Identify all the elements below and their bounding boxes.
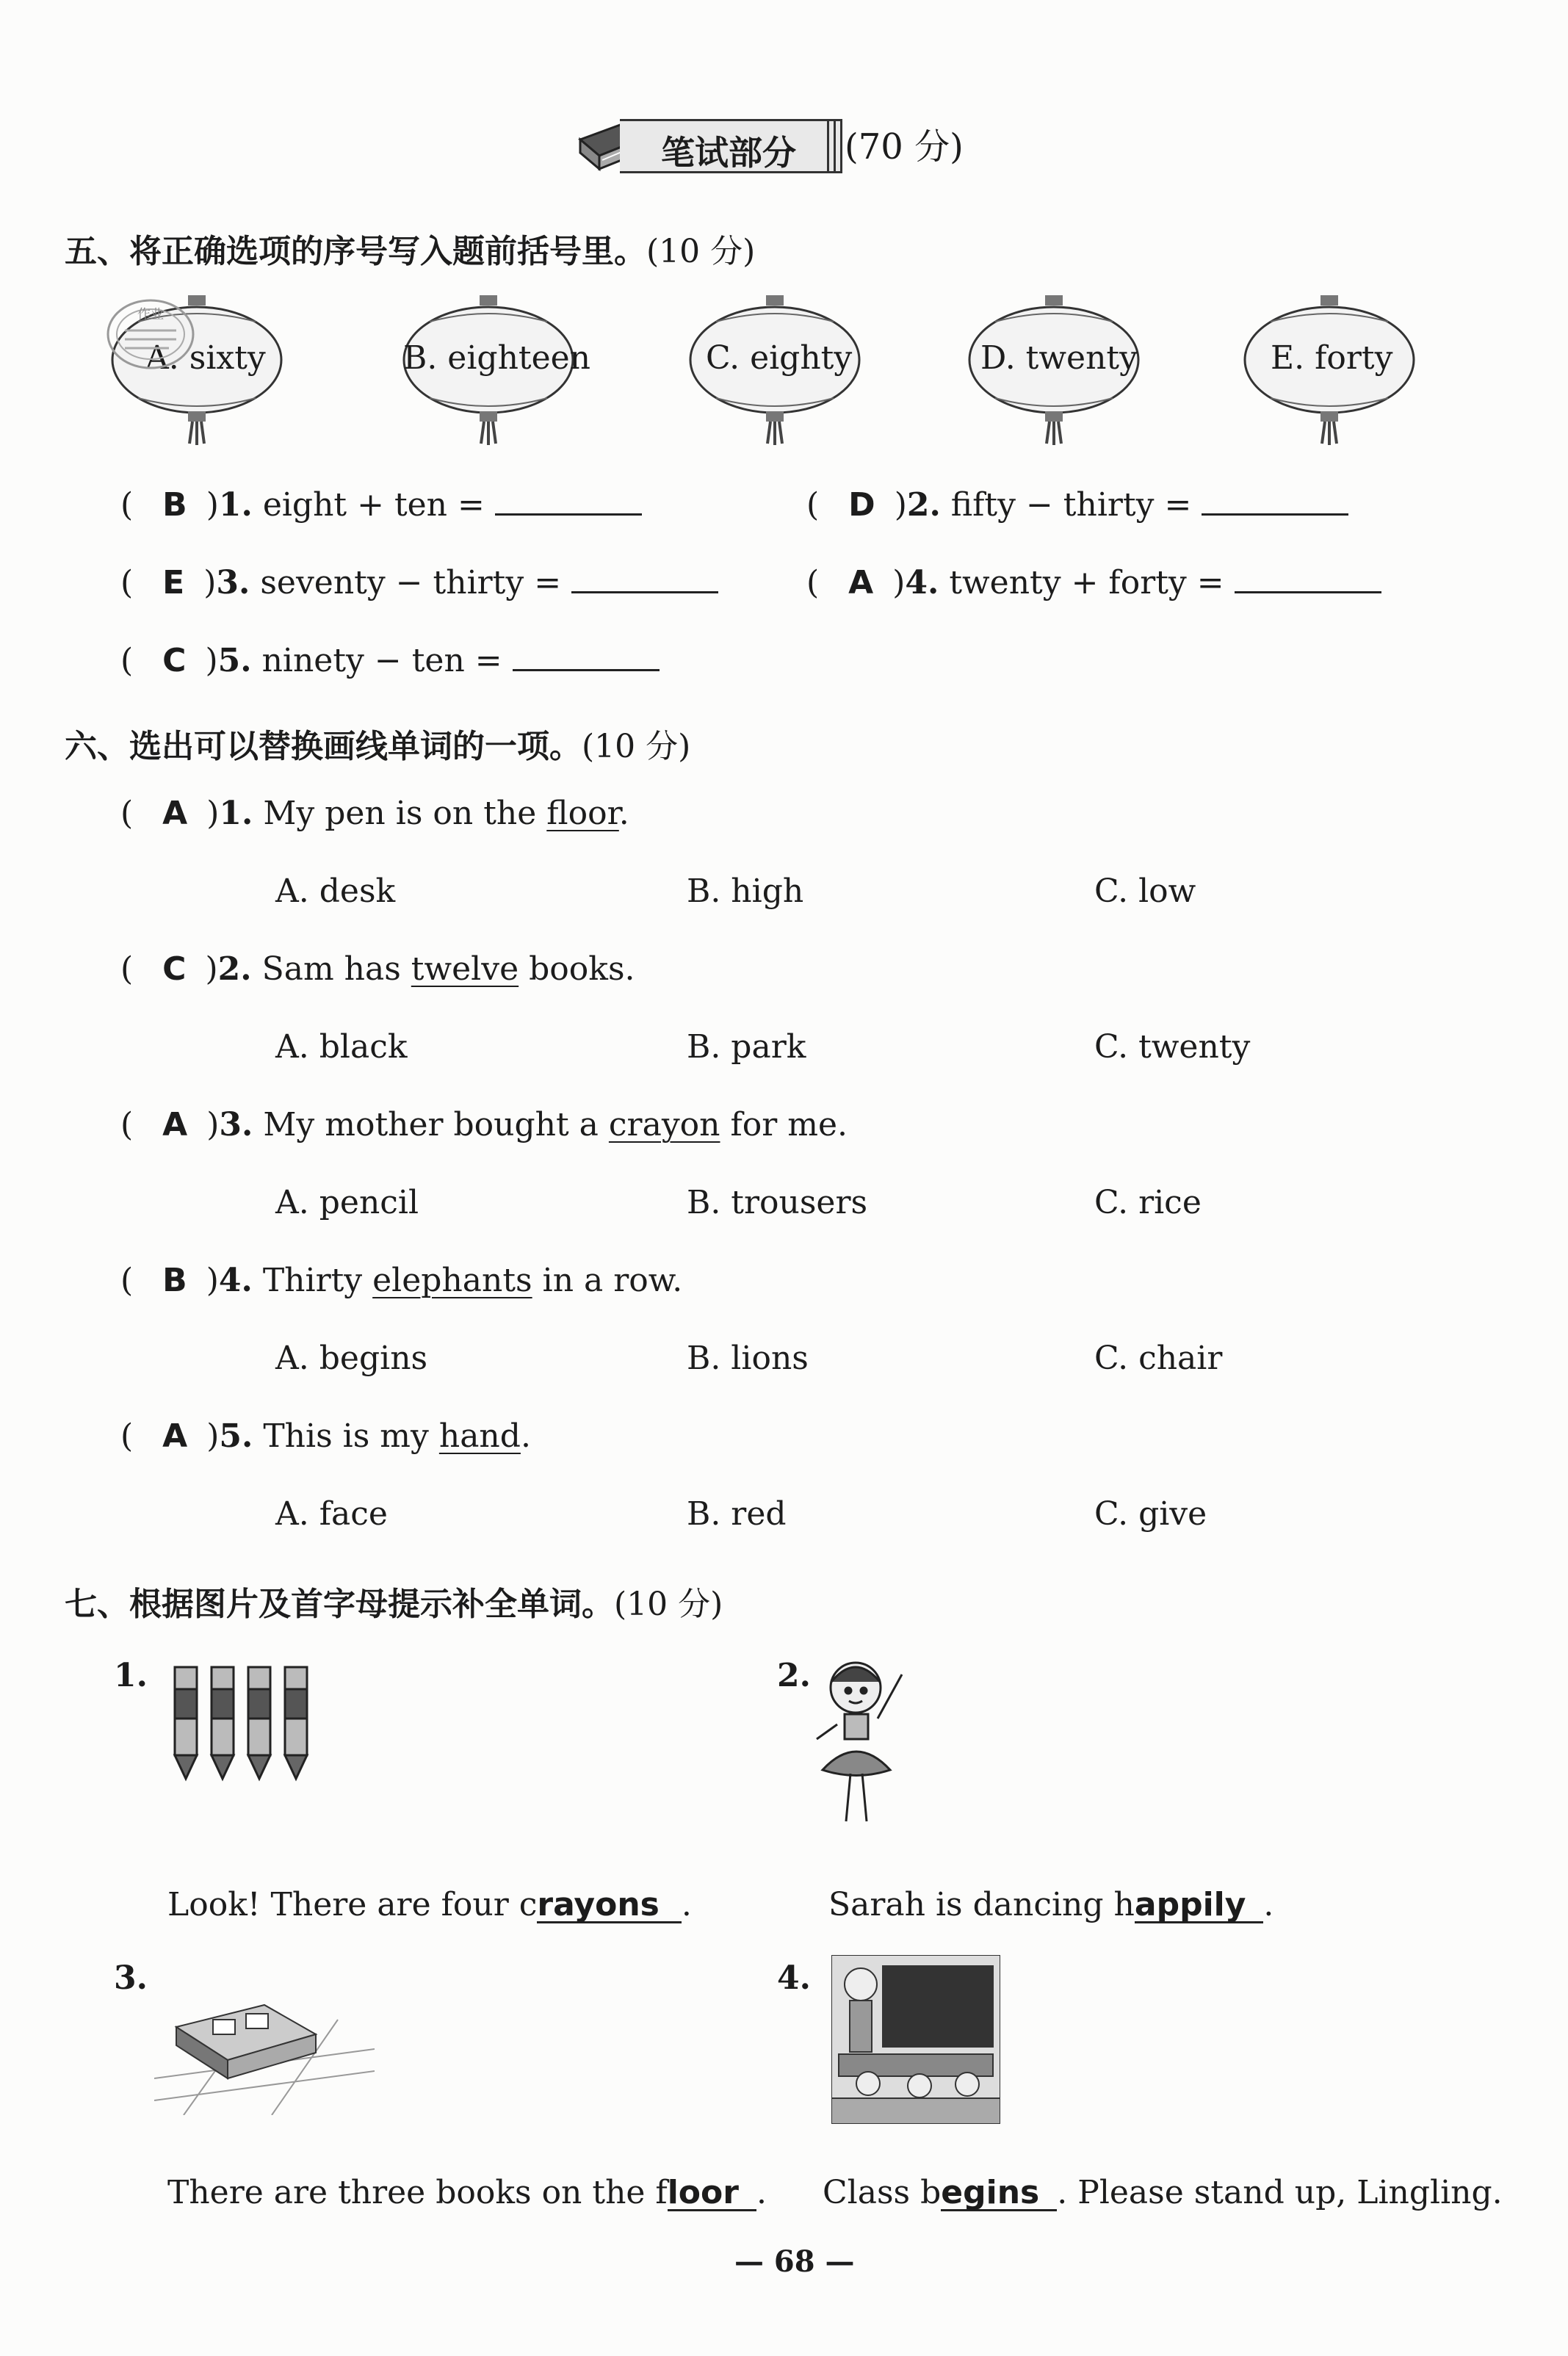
lantern-c	[687, 294, 863, 448]
lantern-e	[1241, 294, 1417, 448]
answer-blank[interactable]	[1202, 487, 1348, 516]
s6-q3-option-c: C. rice	[1094, 1184, 1202, 1221]
header-title: 笔试部分	[661, 133, 796, 173]
s7-item-3-answer[interactable]: loor	[668, 2177, 756, 2211]
answer-blank[interactable]	[1235, 565, 1381, 593]
s6-q1-option-c: C. low	[1094, 872, 1196, 910]
s7-item-1-sentence: Look! There are four crayons .	[167, 1886, 692, 1923]
option-d: D. twenty	[980, 339, 1138, 377]
classroom-icon	[831, 1955, 1000, 2124]
s6-question-4: ( B )4. Thirty elephants in a row.	[120, 1262, 683, 1299]
s6-question-3: ( A )3. My mother bought a crayon for me.	[120, 1106, 848, 1143]
section7-title: 七、根据图片及首字母提示补全单词。(10 分)	[65, 1586, 723, 1623]
s6-q1-option-b: B. high	[687, 872, 804, 910]
crayons-icon	[169, 1660, 316, 1785]
s7-item-2-sentence: Sarah is dancing happily .	[828, 1886, 1274, 1923]
lantern-b	[400, 294, 591, 448]
s6-question-5: ( A )5. This is my hand.	[120, 1417, 531, 1455]
s5-question-1: ( B )1. eight + ten =	[120, 487, 642, 521]
option-c: C. eighty	[706, 339, 853, 377]
section-header	[573, 110, 984, 184]
s6-q1-option-a: A. desk	[275, 872, 396, 910]
s7-item-3-sentence: There are three books on the floor .	[167, 2174, 767, 2211]
s6-q5-option-c: C. give	[1094, 1495, 1207, 1533]
s6-q4-option-c: C. chair	[1094, 1340, 1223, 1377]
s7-item-3-number: 3.	[114, 1959, 148, 1997]
lantern-options	[0, 294, 1568, 448]
s7-item-4-sentence: Class begins . Please stand up, Lingling.	[823, 2174, 1503, 2211]
s6-q2-option-b: B. park	[687, 1028, 806, 1066]
s6-question-2: ( C )2. Sam has twelve books.	[120, 950, 635, 988]
s6-q5-option-a: A. face	[275, 1495, 388, 1533]
answer-blank[interactable]	[571, 565, 718, 593]
s7-item-1-answer[interactable]: rayons	[537, 1889, 681, 1923]
section6-title: 六、选出可以替换画线单词的一项。(10 分)	[65, 728, 691, 765]
stamp-text: 作业	[137, 307, 164, 322]
stamp-icon	[103, 294, 198, 375]
s6-q3-option-a: A. pencil	[275, 1184, 419, 1221]
s7-item-4-number: 4.	[777, 1959, 811, 1997]
s6-q4-option-b: B. lions	[687, 1340, 809, 1377]
option-b: B. eighteen	[403, 339, 591, 377]
s6-q5-option-b: B. red	[687, 1495, 787, 1533]
answer-blank[interactable]	[513, 643, 660, 671]
answer-blank[interactable]	[495, 487, 642, 516]
option-a: A. sixty	[145, 339, 266, 377]
s6-q3-option-b: B. trousers	[687, 1184, 868, 1221]
s5-question-4: ( A )4. twenty + forty =	[806, 565, 1381, 599]
s5-question-3: ( E )3. seventy − thirty =	[120, 565, 718, 599]
s6-q4-option-a: A. begins	[275, 1340, 428, 1377]
books-on-floor-icon	[154, 1968, 375, 2115]
s7-item-4-answer[interactable]: egins	[941, 2177, 1057, 2211]
s6-q2-option-c: C. twenty	[1094, 1028, 1251, 1066]
dancing-girl-icon	[808, 1652, 933, 1843]
section5-title: 五、将正确选项的序号写入题前括号里。(10 分)	[65, 233, 756, 270]
s7-item-1-number: 1.	[114, 1657, 148, 1694]
option-e: E. forty	[1271, 339, 1393, 377]
s7-item-2-answer[interactable]: appily	[1135, 1889, 1264, 1923]
page-number: — 68 —	[734, 2244, 855, 2279]
header-points: (70 分)	[845, 126, 964, 167]
s7-item-2-number: 2.	[777, 1657, 811, 1694]
s5-question-2: ( D )2. fifty − thirty =	[806, 487, 1348, 521]
s5-question-5: ( C )5. ninety − ten =	[120, 643, 660, 677]
lantern-d	[966, 294, 1142, 448]
s6-q2-option-a: A. black	[275, 1028, 408, 1066]
s6-question-1: ( A )1. My pen is on the floor.	[120, 795, 629, 832]
